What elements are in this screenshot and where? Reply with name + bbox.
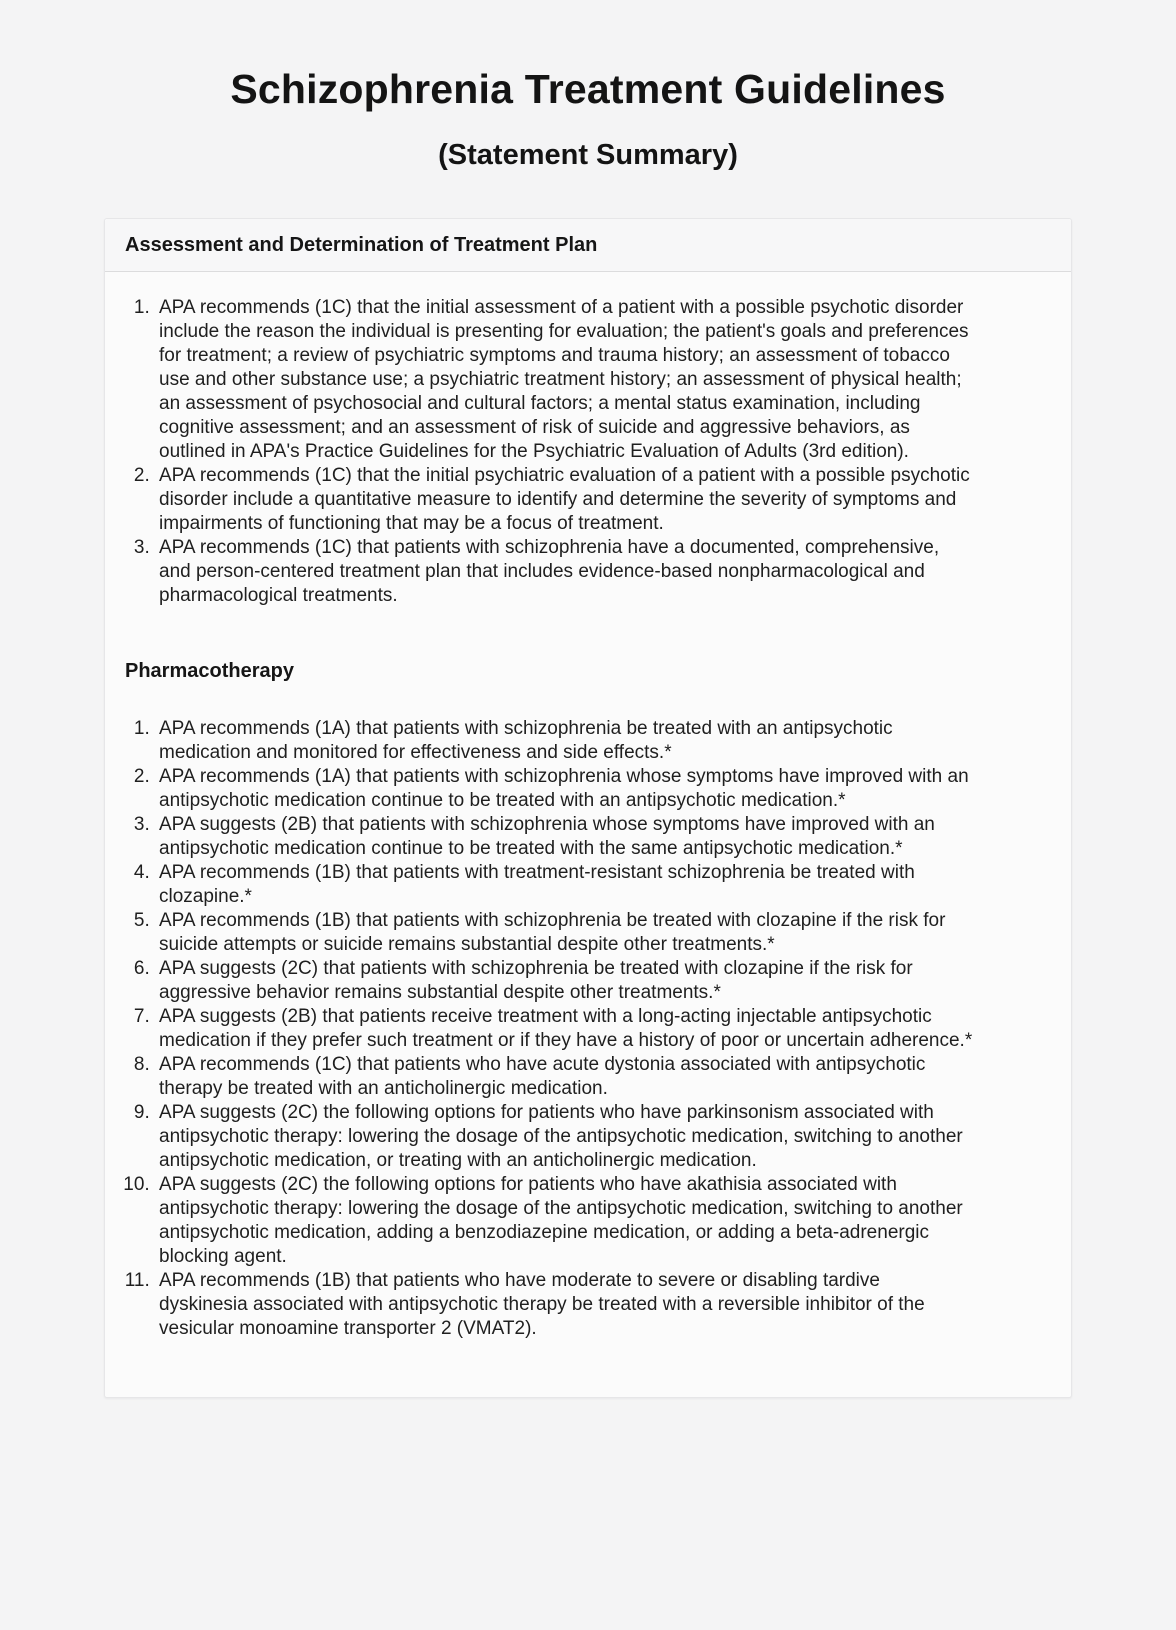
pharmacotherapy-list (121, 717, 973, 1341)
section-heading-pharmacotherapy: Pharmacotherapy (125, 660, 294, 682)
list-item (155, 1005, 973, 1053)
list-item (155, 1173, 973, 1269)
list-item (155, 717, 973, 765)
list-item (155, 909, 973, 957)
page-subtitle: (Statement Summary) (438, 139, 738, 171)
list-item-text: APA recommends (1B) that patients with schizophrenia be treated with clozapine if the risk for suicide attempts or suicide remains substantial despite other treatments.* (159, 910, 946, 955)
guidelines-card (104, 218, 1072, 1398)
list-item-text: APA recommends (1C) that the initial psychiatric evaluation of a patient with a possible psychotic disorder include a quantitative measure to identify and determine the severity of symptoms and impairments of functioning that may be a focus of treatment. (159, 465, 970, 534)
list-item (155, 464, 973, 536)
list-item-text: APA suggests (2B) that patients receive treatment with a long-acting injectable antipsychotic medication if they prefer such treatment or if they have a history of poor or uncertain adherence.* (159, 1006, 973, 1051)
list-item (155, 765, 973, 813)
list-item-text: APA recommends (1A) that patients with schizophrenia be treated with an antipsychotic medication and monitored for effectiveness and side effects.* (159, 718, 893, 763)
list-item-text: APA recommends (1B) that patients who have moderate to severe or disabling tardive dyskinesia associated with antipsychotic therapy be treated with a reversible inhibitor of the vesicular monoamine transporter 2 (VMAT2). (159, 1270, 925, 1339)
list-item (155, 861, 973, 909)
list-item (155, 957, 973, 1005)
list-item-text: APA suggests (2B) that patients with schizophrenia whose symptoms have improved with an antipsychotic medication continue to be treated with the same antipsychotic medication.* (159, 814, 935, 859)
list-item-text: APA recommends (1A) that patients with schizophrenia whose symptoms have improved with an antipsychotic medication continue to be treated with an antipsychotic medication.* (159, 766, 969, 811)
page-title: Schizophrenia Treatment Guidelines (230, 66, 946, 112)
list-item-text: APA recommends (1C) that patients who have acute dystonia associated with antipsychotic therapy be treated with an anticholinergic medication. (159, 1054, 926, 1099)
section-heading-assessment: Assessment and Determination of Treatment Plan (125, 234, 598, 256)
list-item (155, 536, 973, 608)
list-item-text: APA suggests (2C) that patients with schizophrenia be treated with clozapine if the risk for aggressive behavior remains substantial despite other treatments.* (159, 958, 913, 1003)
list-item-text: APA suggests (2C) the following options for patients who have parkinsonism associated with antipsychotic therapy: lowering the dosage of the antipsychotic medication, switching to another antipsychotic medication, or treating with an anticholinergic medication. (159, 1102, 963, 1171)
list-item (155, 813, 973, 861)
list-item (155, 1269, 973, 1341)
list-item-text: APA suggests (2C) the following options for patients who have akathisia associated with antipsychotic therapy: lowering the dosage of the antipsychotic medication, switching to another antipsychotic medication, adding a benzodiazepine medication, or adding a beta-adrenergic blocking agent. (159, 1174, 963, 1267)
list-item (155, 1101, 973, 1173)
assessment-list (121, 296, 973, 608)
list-item-text: APA recommends (1C) that the initial assessment of a patient with a possible psychotic disorder include the reason the individual is presenting for evaluation; the patient's goals and preferences for treatment; a review of psychiatric symptoms and trauma history; an assessment of tobacco use and other substance use; a psychiatric treatment history; an assessment of physical health; an assessment of psychosocial and cultural factors; a mental status examination, including cognitive assessment; and an assessment of risk of suicide and aggressive behaviors, as outlined in APA's Practice Guidelines for the Psychiatric Evaluation of Adults (3rd edition). (159, 297, 969, 462)
list-item (155, 296, 973, 464)
card-body (105, 272, 1071, 1397)
list-item-text: APA recommends (1C) that patients with schizophrenia have a documented, comprehensive, and person-centered treatment plan that includes evidence-based nonpharmacological and pharmacological treatments. (159, 537, 940, 606)
section-heading-band (105, 219, 1071, 272)
list-item (155, 1053, 973, 1101)
list-item-text: APA recommends (1B) that patients with treatment-resistant schizophrenia be treated with clozapine.* (159, 862, 915, 907)
